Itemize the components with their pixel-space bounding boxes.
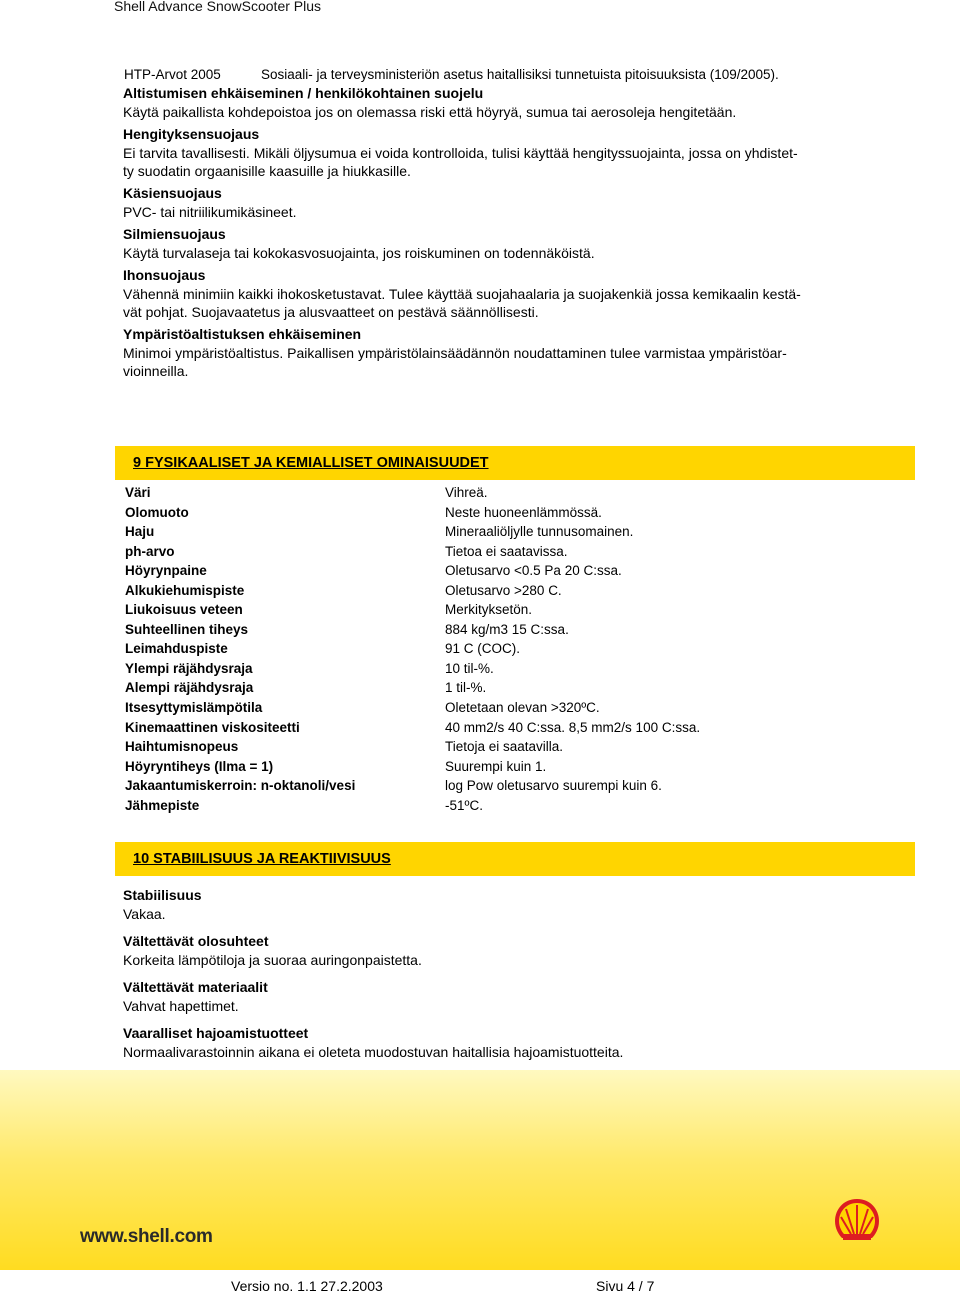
protection-text: Minimoi ympäristöaltistus. Paikallisen ympäristölainsäädännön noudattaminen tulee varmistaa ympäristöar- xyxy=(123,345,787,361)
stability-text: Vakaa. xyxy=(123,906,166,922)
stability-text: Vahvat hapettimet. xyxy=(123,998,239,1014)
property-value: 91 C (COC). xyxy=(445,641,521,657)
protection-heading: Ihonsuojaus xyxy=(123,267,206,283)
property-row xyxy=(125,698,845,718)
property-value: 40 mm2/s 40 C:ssa. 8,5 mm2/s 100 C:ssa. xyxy=(445,719,701,735)
property-row xyxy=(125,678,845,698)
protection-block xyxy=(123,225,915,262)
property-row xyxy=(125,522,845,542)
stability-block xyxy=(123,978,915,1016)
property-value: Mineraaliöljylle tunnusomainen. xyxy=(445,524,634,540)
property-value: Neste huoneenlämmössä. xyxy=(445,504,602,520)
property-value: Suurempi kuin 1. xyxy=(445,758,547,774)
properties-table xyxy=(125,483,845,815)
property-row xyxy=(125,757,845,777)
protection-heading: Silmiensuojaus xyxy=(123,226,226,242)
property-row xyxy=(125,600,845,620)
property-value: Tietoja ei saatavilla. xyxy=(445,739,564,755)
htp-key: HTP-Arvot 2005 xyxy=(124,67,221,82)
property-value: Oletusarvo >280 C. xyxy=(445,582,562,598)
stability-heading: Stabiilisuus xyxy=(123,887,202,903)
property-row xyxy=(125,659,845,679)
protection-text: Käytä turvalaseja tai kokokasvosuojainta, jos roiskuminen on todennäköistä. xyxy=(123,245,595,261)
stability-text: Korkeita lämpötiloja ja suoraa auringonpaistetta. xyxy=(123,952,422,968)
protection-block xyxy=(123,84,915,121)
property-name: Leimahduspiste xyxy=(125,641,228,657)
property-row xyxy=(125,483,845,503)
section-10-header: 10 STABIILISUUS JA REAKTIIVISUUS xyxy=(115,842,915,876)
property-name: Jakaantumiskerroin: n-oktanoli/vesi xyxy=(125,778,356,794)
property-name: Höyrynpaine xyxy=(125,563,207,579)
section-10-content xyxy=(123,886,915,1070)
property-row xyxy=(125,581,845,601)
htp-value: Sosiaali- ja terveysministeriön asetus haitallisiksi tunnetuista pitoisuuksista (109/2005). xyxy=(261,67,779,82)
protection-text: Käytä paikallista kohdepoistoa jos on olemassa riski että höyryä, sumua tai aerosoleja hengitetään. xyxy=(123,104,737,120)
footer-strip xyxy=(0,1270,960,1292)
property-name: Suhteellinen tiheys xyxy=(125,621,249,637)
property-name: Haihtumisnopeus xyxy=(125,739,239,755)
property-value: Oletusarvo <0.5 Pa 20 C:ssa. xyxy=(445,563,622,579)
stability-text: Normaalivarastoinnin aikana ei oleteta muodostuvan haitallisia hajoamistuotteita. xyxy=(123,1044,624,1060)
property-row xyxy=(125,796,845,816)
property-value: Oletetaan olevan >320ºC. xyxy=(445,700,600,716)
section-8-content xyxy=(123,66,915,384)
property-value: 1 til-%. xyxy=(445,680,487,696)
protection-sections xyxy=(123,84,915,380)
stability-heading: Vältettävät materiaalit xyxy=(123,979,268,995)
protection-text: ty suodatin orgaanisille kaasuille ja hiukkasille. xyxy=(123,163,411,179)
property-name: Itsesyttymislämpötila xyxy=(125,700,263,716)
property-value: Merkityksetön. xyxy=(445,602,533,618)
protection-text: vioinneilla. xyxy=(123,363,189,379)
shell-url-link[interactable]: www.shell.com xyxy=(80,1226,213,1247)
stability-block xyxy=(123,1024,915,1062)
property-name: Kinemaattinen viskositeetti xyxy=(125,719,300,735)
property-name: Olomuoto xyxy=(125,504,189,520)
property-value: log Pow oletusarvo suurempi kuin 6. xyxy=(445,778,662,794)
protection-block xyxy=(123,266,915,321)
protection-text: Vähennä minimiin kaikki ihokosketustavat. Tulee käyttää suojahaalaria ja suojakenkiä jossa kemikaalin kestä- xyxy=(123,286,801,302)
property-value: 10 til-%. xyxy=(445,660,494,676)
stability-block xyxy=(123,932,915,970)
property-value: -51ºC. xyxy=(445,797,483,813)
protection-heading: Altistumisen ehkäiseminen / henkilökohtainen suojelu xyxy=(123,85,484,101)
stability-heading: Vaaralliset hajoamistuotteet xyxy=(123,1025,309,1041)
protection-heading: Ympäristöaltistuksen ehkäiseminen xyxy=(123,326,362,342)
document-title: Shell Advance SnowScooter Plus xyxy=(114,0,322,14)
protection-block xyxy=(123,125,915,180)
property-name: Väri xyxy=(125,485,151,500)
protection-text: Ei tarvita tavallisesti. Mikäli öljysumua ei voida kontrolloida, tulisi käyttää hengityssuojainta, jossa on yhdistet- xyxy=(123,145,798,161)
protection-block xyxy=(123,184,915,221)
property-row xyxy=(125,503,845,523)
property-row xyxy=(125,639,845,659)
property-name: Alkukiehumispiste xyxy=(125,582,245,598)
footer-page-number: Sivu 4 / 7 xyxy=(596,1278,655,1294)
property-row xyxy=(125,776,845,796)
protection-block xyxy=(123,325,915,380)
protection-text: PVC- tai nitriilikumikäsineet. xyxy=(123,204,297,220)
property-row xyxy=(125,542,845,562)
property-row xyxy=(125,620,845,640)
protection-text: vät pohjat. Suojavaatetus ja alusvaatteet on pestävä säännöllisesti. xyxy=(123,304,539,320)
property-name: ph-arvo xyxy=(125,543,175,559)
property-name: Alempi räjähdysraja xyxy=(125,680,254,696)
stability-block xyxy=(123,886,915,924)
property-value: 884 kg/m3 15 C:ssa. xyxy=(445,621,569,637)
property-name: Haju xyxy=(125,524,155,540)
protection-heading: Hengityksensuojaus xyxy=(123,126,260,142)
property-value: Vihreä. xyxy=(445,485,488,500)
htp-row xyxy=(124,66,915,84)
stability-heading: Vältettävät olosuhteet xyxy=(123,933,269,949)
property-name: Ylempi räjähdysraja xyxy=(125,660,253,676)
property-row xyxy=(125,737,845,757)
property-name: Liukoisuus veteen xyxy=(125,602,243,618)
property-row xyxy=(125,561,845,581)
property-name: Höyryntiheys (Ilma = 1) xyxy=(125,758,274,774)
property-value: Tietoa ei saatavissa. xyxy=(445,543,568,559)
shell-pecten-logo-icon xyxy=(832,1196,882,1246)
property-row xyxy=(125,718,845,738)
protection-heading: Käsiensuojaus xyxy=(123,185,222,201)
property-name: Jähmepiste xyxy=(125,797,200,813)
footer-version: Versio no. 1.1 27.2.2003 xyxy=(231,1278,383,1294)
section-9-header: 9 FYSIKAALISET JA KEMIALLISET OMINAISUUDET xyxy=(115,446,915,480)
